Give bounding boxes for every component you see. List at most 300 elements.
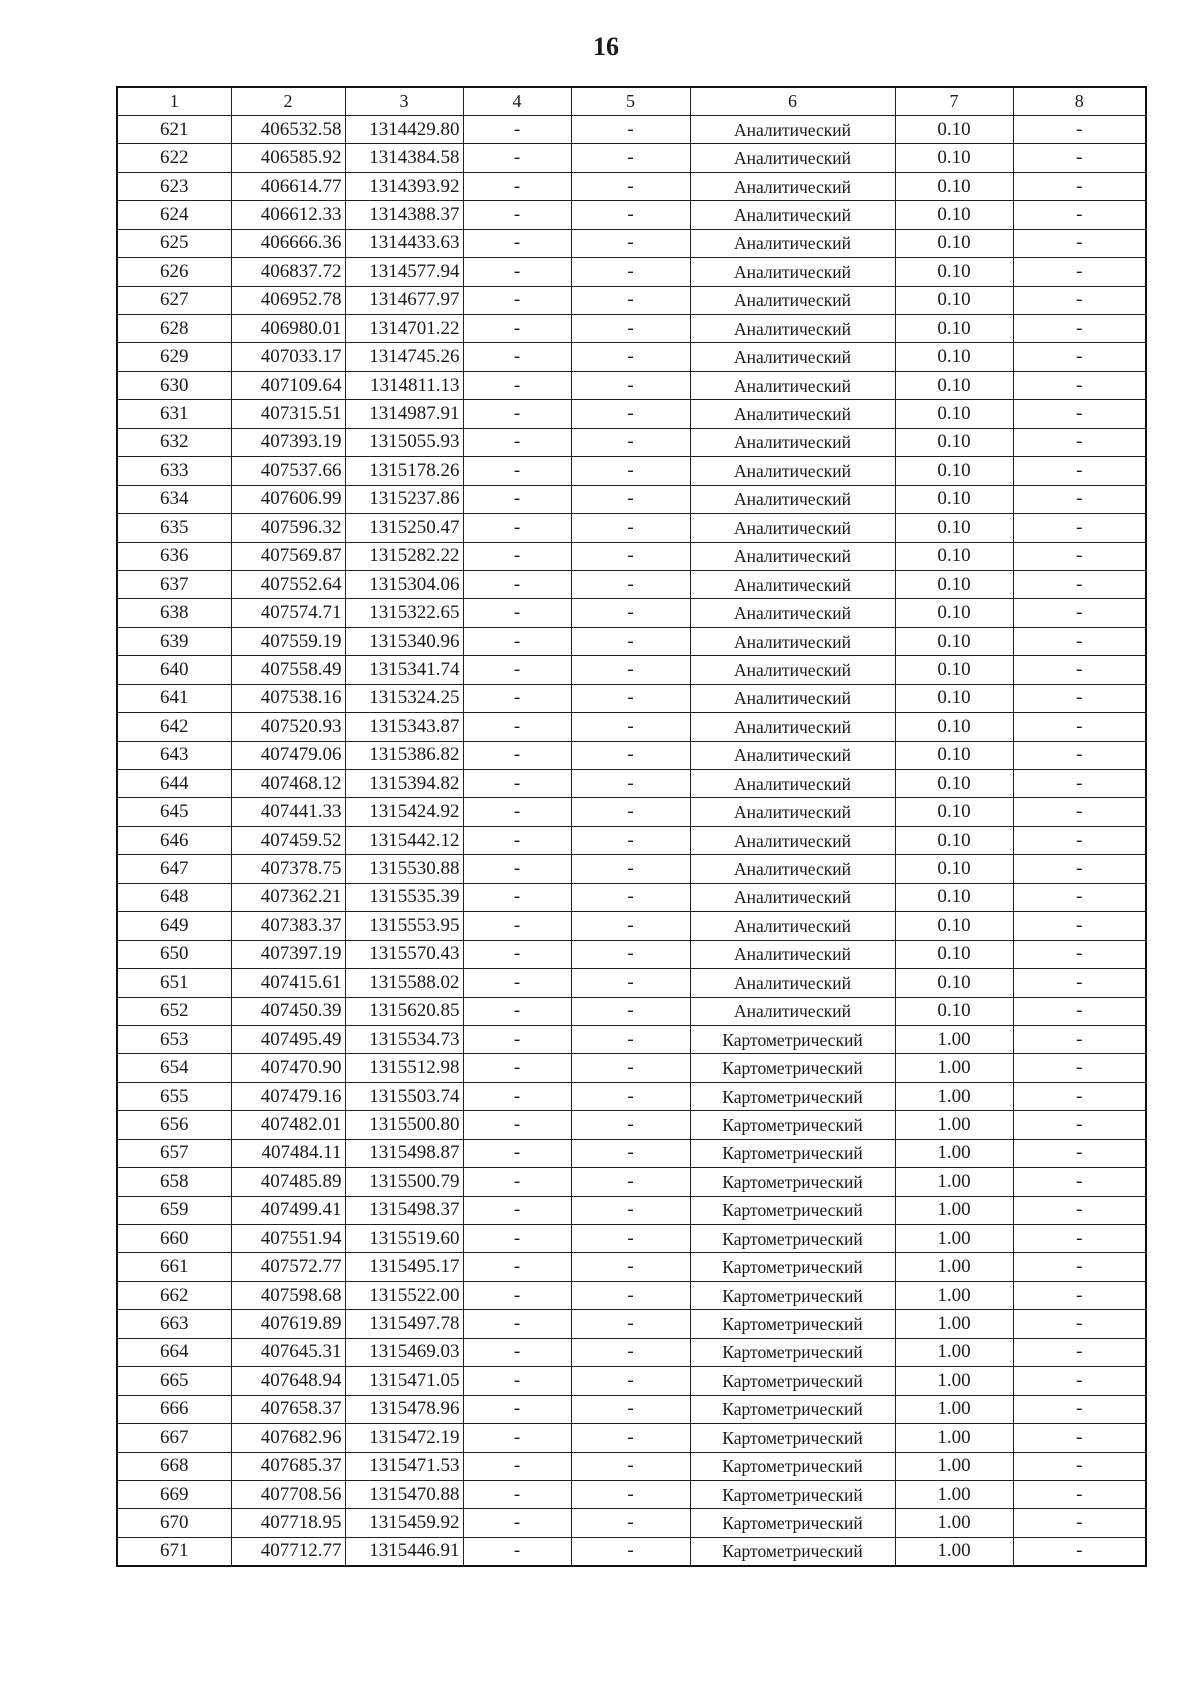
cell-coord-x: 407648.94 xyxy=(231,1367,345,1395)
cell-col-8: - xyxy=(1013,912,1146,940)
cell-accuracy: 0.10 xyxy=(895,343,1013,371)
cell-accuracy: 0.10 xyxy=(895,229,1013,257)
cell-col-5: - xyxy=(571,912,690,940)
cell-coord-x: 406585.92 xyxy=(231,144,345,172)
cell-col-8: - xyxy=(1013,1338,1146,1366)
cell-coord-x: 407485.89 xyxy=(231,1168,345,1196)
cell-method: Картометрический xyxy=(690,1111,895,1139)
table-row xyxy=(117,684,1146,712)
cell-method: Аналитический xyxy=(690,315,895,343)
cell-coord-y: 1314987.91 xyxy=(345,400,463,428)
cell-coord-y: 1315570.43 xyxy=(345,940,463,968)
cell-coord-x: 407441.33 xyxy=(231,798,345,826)
cell-col-5: - xyxy=(571,1395,690,1423)
table-row xyxy=(117,798,1146,826)
cell-method: Картометрический xyxy=(690,1025,895,1053)
cell-accuracy: 0.10 xyxy=(895,457,1013,485)
cell-col-5: - xyxy=(571,1196,690,1224)
cell-col-4: - xyxy=(463,826,571,854)
cell-coord-y: 1315503.74 xyxy=(345,1082,463,1110)
table-row xyxy=(117,1253,1146,1281)
cell-coord-x: 406532.58 xyxy=(231,115,345,143)
cell-coord-y: 1314429.80 xyxy=(345,115,463,143)
cell-point-number: 671 xyxy=(117,1537,231,1565)
cell-coord-x: 407459.52 xyxy=(231,826,345,854)
cell-coord-x: 407033.17 xyxy=(231,343,345,371)
cell-point-number: 653 xyxy=(117,1025,231,1053)
cell-point-number: 627 xyxy=(117,286,231,314)
cell-col-4: - xyxy=(463,115,571,143)
cell-col-5: - xyxy=(571,1281,690,1309)
cell-coord-y: 1314745.26 xyxy=(345,343,463,371)
cell-col-5: - xyxy=(571,713,690,741)
column-header-7: 7 xyxy=(895,87,1013,115)
cell-accuracy: 0.10 xyxy=(895,172,1013,200)
cell-col-8: - xyxy=(1013,1253,1146,1281)
cell-col-8: - xyxy=(1013,1281,1146,1309)
cell-accuracy: 0.10 xyxy=(895,940,1013,968)
table-row xyxy=(117,1082,1146,1110)
cell-method: Картометрический xyxy=(690,1196,895,1224)
cell-col-5: - xyxy=(571,514,690,542)
cell-method: Аналитический xyxy=(690,826,895,854)
cell-col-5: - xyxy=(571,172,690,200)
cell-point-number: 666 xyxy=(117,1395,231,1423)
cell-col-4: - xyxy=(463,1480,571,1508)
cell-col-8: - xyxy=(1013,855,1146,883)
column-header-2: 2 xyxy=(231,87,345,115)
cell-col-8: - xyxy=(1013,1310,1146,1338)
cell-method: Аналитический xyxy=(690,201,895,229)
cell-method: Аналитический xyxy=(690,770,895,798)
cell-coord-y: 1315442.12 xyxy=(345,826,463,854)
column-header-4: 4 xyxy=(463,87,571,115)
cell-col-5: - xyxy=(571,1225,690,1253)
cell-col-8: - xyxy=(1013,883,1146,911)
cell-method: Аналитический xyxy=(690,684,895,712)
cell-col-5: - xyxy=(571,684,690,712)
cell-coord-y: 1315535.39 xyxy=(345,883,463,911)
cell-method: Аналитический xyxy=(690,286,895,314)
cell-coord-y: 1315498.87 xyxy=(345,1139,463,1167)
cell-col-4: - xyxy=(463,1139,571,1167)
cell-point-number: 635 xyxy=(117,514,231,542)
cell-coord-y: 1314433.63 xyxy=(345,229,463,257)
cell-method: Аналитический xyxy=(690,343,895,371)
cell-accuracy: 0.10 xyxy=(895,514,1013,542)
table-row xyxy=(117,826,1146,854)
cell-method: Аналитический xyxy=(690,144,895,172)
cell-method: Аналитический xyxy=(690,741,895,769)
table-row xyxy=(117,883,1146,911)
cell-col-4: - xyxy=(463,1338,571,1366)
cell-col-4: - xyxy=(463,1225,571,1253)
cell-point-number: 662 xyxy=(117,1281,231,1309)
cell-col-8: - xyxy=(1013,1424,1146,1452)
cell-col-5: - xyxy=(571,826,690,854)
cell-accuracy: 0.10 xyxy=(895,798,1013,826)
cell-coord-y: 1315237.86 xyxy=(345,485,463,513)
cell-col-5: - xyxy=(571,883,690,911)
cell-col-8: - xyxy=(1013,713,1146,741)
cell-point-number: 622 xyxy=(117,144,231,172)
table-row xyxy=(117,741,1146,769)
cell-col-4: - xyxy=(463,1054,571,1082)
cell-col-5: - xyxy=(571,371,690,399)
cell-coord-y: 1315446.91 xyxy=(345,1537,463,1565)
table-row xyxy=(117,656,1146,684)
cell-method: Аналитический xyxy=(690,940,895,968)
cell-coord-y: 1315459.92 xyxy=(345,1509,463,1537)
cell-method: Картометрический xyxy=(690,1168,895,1196)
table-row xyxy=(117,514,1146,542)
cell-col-4: - xyxy=(463,1310,571,1338)
cell-coord-y: 1315055.93 xyxy=(345,428,463,456)
table-row xyxy=(117,542,1146,570)
cell-accuracy: 1.00 xyxy=(895,1424,1013,1452)
cell-point-number: 624 xyxy=(117,201,231,229)
table-row xyxy=(117,428,1146,456)
table-row xyxy=(117,713,1146,741)
cell-accuracy: 1.00 xyxy=(895,1225,1013,1253)
cell-point-number: 623 xyxy=(117,172,231,200)
cell-point-number: 637 xyxy=(117,570,231,598)
cell-coord-x: 407685.37 xyxy=(231,1452,345,1480)
page-number: 16 xyxy=(593,32,619,61)
cell-coord-y: 1314384.58 xyxy=(345,144,463,172)
cell-accuracy: 1.00 xyxy=(895,1025,1013,1053)
cell-coord-y: 1315469.03 xyxy=(345,1338,463,1366)
cell-col-5: - xyxy=(571,969,690,997)
cell-coord-x: 407378.75 xyxy=(231,855,345,883)
cell-coord-x: 407383.37 xyxy=(231,912,345,940)
cell-point-number: 629 xyxy=(117,343,231,371)
cell-coord-x: 407645.31 xyxy=(231,1338,345,1366)
cell-col-8: - xyxy=(1013,258,1146,286)
column-header-3: 3 xyxy=(345,87,463,115)
cell-method: Картометрический xyxy=(690,1480,895,1508)
cell-accuracy: 0.10 xyxy=(895,713,1013,741)
cell-col-5: - xyxy=(571,770,690,798)
cell-method: Аналитический xyxy=(690,969,895,997)
cell-col-8: - xyxy=(1013,485,1146,513)
cell-coord-y: 1315340.96 xyxy=(345,627,463,655)
cell-coord-x: 407606.99 xyxy=(231,485,345,513)
cell-coord-x: 407537.66 xyxy=(231,457,345,485)
cell-col-5: - xyxy=(571,798,690,826)
cell-accuracy: 1.00 xyxy=(895,1310,1013,1338)
cell-col-4: - xyxy=(463,1196,571,1224)
cell-col-5: - xyxy=(571,286,690,314)
table-row xyxy=(117,1225,1146,1253)
cell-coord-x: 407499.41 xyxy=(231,1196,345,1224)
cell-col-8: - xyxy=(1013,1452,1146,1480)
cell-point-number: 650 xyxy=(117,940,231,968)
column-header-6: 6 xyxy=(690,87,895,115)
table-row xyxy=(117,1111,1146,1139)
cell-coord-x: 407708.56 xyxy=(231,1480,345,1508)
cell-method: Аналитический xyxy=(690,997,895,1025)
cell-method: Аналитический xyxy=(690,570,895,598)
cell-col-5: - xyxy=(571,258,690,286)
cell-coord-y: 1315472.19 xyxy=(345,1424,463,1452)
cell-coord-y: 1314388.37 xyxy=(345,201,463,229)
cell-col-4: - xyxy=(463,1025,571,1053)
cell-col-8: - xyxy=(1013,1168,1146,1196)
cell-coord-x: 407482.01 xyxy=(231,1111,345,1139)
cell-method: Картометрический xyxy=(690,1225,895,1253)
cell-coord-y: 1315519.60 xyxy=(345,1225,463,1253)
cell-col-8: - xyxy=(1013,997,1146,1025)
cell-col-8: - xyxy=(1013,115,1146,143)
cell-accuracy: 0.10 xyxy=(895,570,1013,598)
cell-coord-y: 1315322.65 xyxy=(345,599,463,627)
cell-coord-x: 407520.93 xyxy=(231,713,345,741)
cell-accuracy: 1.00 xyxy=(895,1367,1013,1395)
cell-col-8: - xyxy=(1013,514,1146,542)
cell-col-5: - xyxy=(571,229,690,257)
cell-accuracy: 0.10 xyxy=(895,315,1013,343)
cell-col-4: - xyxy=(463,485,571,513)
cell-col-5: - xyxy=(571,855,690,883)
cell-method: Картометрический xyxy=(690,1082,895,1110)
cell-coord-x: 407569.87 xyxy=(231,542,345,570)
cell-col-4: - xyxy=(463,400,571,428)
cell-col-4: - xyxy=(463,457,571,485)
cell-method: Аналитический xyxy=(690,912,895,940)
cell-col-5: - xyxy=(571,1367,690,1395)
column-header-5: 5 xyxy=(571,87,690,115)
cell-col-8: - xyxy=(1013,172,1146,200)
cell-coord-y: 1314677.97 xyxy=(345,286,463,314)
cell-point-number: 643 xyxy=(117,741,231,769)
cell-col-4: - xyxy=(463,627,571,655)
cell-method: Аналитический xyxy=(690,172,895,200)
cell-col-5: - xyxy=(571,315,690,343)
cell-point-number: 628 xyxy=(117,315,231,343)
cell-coord-x: 406666.36 xyxy=(231,229,345,257)
cell-coord-x: 406612.33 xyxy=(231,201,345,229)
table-row xyxy=(117,627,1146,655)
cell-point-number: 658 xyxy=(117,1168,231,1196)
cell-col-4: - xyxy=(463,741,571,769)
cell-col-4: - xyxy=(463,428,571,456)
table-row xyxy=(117,1338,1146,1366)
cell-col-4: - xyxy=(463,1537,571,1565)
table-row xyxy=(117,1054,1146,1082)
coordinates-table xyxy=(116,86,1147,1567)
cell-coord-y: 1315522.00 xyxy=(345,1281,463,1309)
cell-point-number: 659 xyxy=(117,1196,231,1224)
cell-method: Аналитический xyxy=(690,258,895,286)
cell-col-8: - xyxy=(1013,770,1146,798)
cell-point-number: 641 xyxy=(117,684,231,712)
cell-point-number: 663 xyxy=(117,1310,231,1338)
cell-col-8: - xyxy=(1013,1395,1146,1423)
cell-col-5: - xyxy=(571,570,690,598)
table-row xyxy=(117,1310,1146,1338)
cell-col-5: - xyxy=(571,201,690,229)
cell-point-number: 625 xyxy=(117,229,231,257)
cell-col-5: - xyxy=(571,1111,690,1139)
table-row xyxy=(117,371,1146,399)
cell-col-8: - xyxy=(1013,542,1146,570)
cell-point-number: 647 xyxy=(117,855,231,883)
cell-col-8: - xyxy=(1013,1480,1146,1508)
cell-accuracy: 1.00 xyxy=(895,1338,1013,1366)
cell-accuracy: 1.00 xyxy=(895,1054,1013,1082)
cell-coord-y: 1315588.02 xyxy=(345,969,463,997)
cell-coord-x: 407538.16 xyxy=(231,684,345,712)
cell-col-8: - xyxy=(1013,1367,1146,1395)
cell-col-8: - xyxy=(1013,1111,1146,1139)
cell-col-5: - xyxy=(571,1310,690,1338)
cell-col-5: - xyxy=(571,1168,690,1196)
cell-method: Аналитический xyxy=(690,855,895,883)
cell-point-number: 669 xyxy=(117,1480,231,1508)
cell-col-8: - xyxy=(1013,1025,1146,1053)
cell-col-5: - xyxy=(571,1452,690,1480)
cell-coord-y: 1315424.92 xyxy=(345,798,463,826)
table-row xyxy=(117,1509,1146,1537)
cell-coord-y: 1314393.92 xyxy=(345,172,463,200)
cell-coord-y: 1315324.25 xyxy=(345,684,463,712)
cell-point-number: 656 xyxy=(117,1111,231,1139)
cell-col-4: - xyxy=(463,201,571,229)
table-row xyxy=(117,1480,1146,1508)
cell-point-number: 640 xyxy=(117,656,231,684)
column-header-1: 1 xyxy=(117,87,231,115)
cell-coord-x: 407393.19 xyxy=(231,428,345,456)
cell-col-4: - xyxy=(463,684,571,712)
table-row xyxy=(117,343,1146,371)
cell-col-4: - xyxy=(463,997,571,1025)
table-row xyxy=(117,315,1146,343)
cell-method: Картометрический xyxy=(690,1537,895,1565)
cell-method: Картометрический xyxy=(690,1452,895,1480)
cell-point-number: 630 xyxy=(117,371,231,399)
cell-method: Картометрический xyxy=(690,1367,895,1395)
cell-coord-y: 1315394.82 xyxy=(345,770,463,798)
table-row xyxy=(117,286,1146,314)
cell-accuracy: 0.10 xyxy=(895,627,1013,655)
cell-col-4: - xyxy=(463,1253,571,1281)
cell-coord-y: 1315470.88 xyxy=(345,1480,463,1508)
cell-col-5: - xyxy=(571,1537,690,1565)
cell-coord-y: 1315553.95 xyxy=(345,912,463,940)
cell-method: Аналитический xyxy=(690,457,895,485)
cell-accuracy: 0.10 xyxy=(895,883,1013,911)
cell-col-5: - xyxy=(571,627,690,655)
cell-col-8: - xyxy=(1013,826,1146,854)
table-row xyxy=(117,912,1146,940)
cell-point-number: 664 xyxy=(117,1338,231,1366)
cell-coord-y: 1315530.88 xyxy=(345,855,463,883)
cell-col-8: - xyxy=(1013,627,1146,655)
cell-coord-x: 406837.72 xyxy=(231,258,345,286)
cell-coord-x: 407362.21 xyxy=(231,883,345,911)
table-row xyxy=(117,144,1146,172)
cell-col-5: - xyxy=(571,1139,690,1167)
cell-method: Аналитический xyxy=(690,798,895,826)
cell-accuracy: 0.10 xyxy=(895,997,1013,1025)
table-row xyxy=(117,1139,1146,1167)
cell-method: Аналитический xyxy=(690,371,895,399)
cell-accuracy: 1.00 xyxy=(895,1082,1013,1110)
cell-col-8: - xyxy=(1013,969,1146,997)
table-row xyxy=(117,1424,1146,1452)
cell-coord-x: 407495.49 xyxy=(231,1025,345,1053)
cell-col-4: - xyxy=(463,229,571,257)
cell-method: Картометрический xyxy=(690,1509,895,1537)
cell-accuracy: 0.10 xyxy=(895,912,1013,940)
cell-col-4: - xyxy=(463,1367,571,1395)
cell-method: Картометрический xyxy=(690,1054,895,1082)
cell-method: Картометрический xyxy=(690,1424,895,1452)
cell-method: Картометрический xyxy=(690,1139,895,1167)
cell-accuracy: 0.10 xyxy=(895,741,1013,769)
cell-coord-x: 407415.61 xyxy=(231,969,345,997)
table-row xyxy=(117,400,1146,428)
cell-col-4: - xyxy=(463,1509,571,1537)
table-row xyxy=(117,201,1146,229)
cell-point-number: 631 xyxy=(117,400,231,428)
cell-coord-y: 1315386.82 xyxy=(345,741,463,769)
column-header-8: 8 xyxy=(1013,87,1146,115)
cell-col-5: - xyxy=(571,656,690,684)
cell-method: Аналитический xyxy=(690,656,895,684)
table-row xyxy=(117,599,1146,627)
cell-coord-x: 407559.19 xyxy=(231,627,345,655)
cell-method: Картометрический xyxy=(690,1253,895,1281)
cell-col-4: - xyxy=(463,1111,571,1139)
cell-point-number: 657 xyxy=(117,1139,231,1167)
cell-coord-x: 407450.39 xyxy=(231,997,345,1025)
cell-col-5: - xyxy=(571,1480,690,1508)
table-row xyxy=(117,172,1146,200)
cell-coord-y: 1315534.73 xyxy=(345,1025,463,1053)
table-row xyxy=(117,457,1146,485)
table-row xyxy=(117,485,1146,513)
cell-point-number: 651 xyxy=(117,969,231,997)
cell-coord-y: 1315620.85 xyxy=(345,997,463,1025)
cell-accuracy: 0.10 xyxy=(895,542,1013,570)
cell-accuracy: 0.10 xyxy=(895,144,1013,172)
cell-coord-y: 1315500.80 xyxy=(345,1111,463,1139)
cell-coord-x: 407658.37 xyxy=(231,1395,345,1423)
cell-col-4: - xyxy=(463,855,571,883)
cell-col-4: - xyxy=(463,172,571,200)
cell-point-number: 639 xyxy=(117,627,231,655)
cell-point-number: 642 xyxy=(117,713,231,741)
cell-accuracy: 1.00 xyxy=(895,1395,1013,1423)
cell-point-number: 646 xyxy=(117,826,231,854)
cell-accuracy: 0.10 xyxy=(895,400,1013,428)
table-row xyxy=(117,969,1146,997)
cell-point-number: 634 xyxy=(117,485,231,513)
cell-coord-x: 407397.19 xyxy=(231,940,345,968)
cell-col-8: - xyxy=(1013,343,1146,371)
cell-method: Аналитический xyxy=(690,514,895,542)
table-row xyxy=(117,115,1146,143)
cell-col-8: - xyxy=(1013,1509,1146,1537)
cell-col-5: - xyxy=(571,1338,690,1366)
cell-col-4: - xyxy=(463,770,571,798)
cell-col-4: - xyxy=(463,371,571,399)
cell-col-8: - xyxy=(1013,1225,1146,1253)
cell-col-4: - xyxy=(463,258,571,286)
cell-col-8: - xyxy=(1013,570,1146,598)
